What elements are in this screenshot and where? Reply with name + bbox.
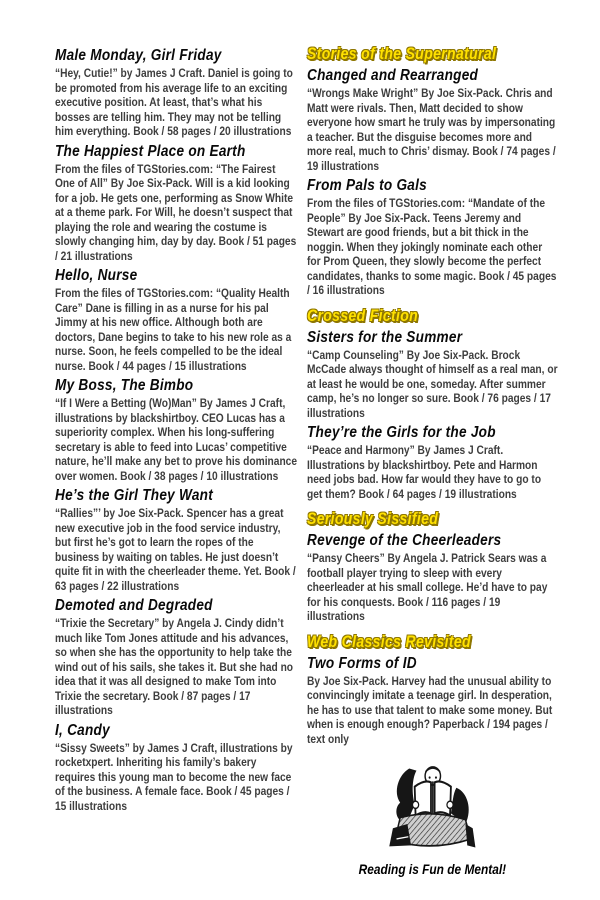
story-theyre-the-girls-for-the-job bbox=[307, 423, 558, 501]
section-header-web-classics-revisited: Web Classics Revisited bbox=[307, 632, 471, 651]
story-description: “Wrongs Make Wright” By Joe Six-Pack. Chris and Matt were rivals. Then, Matt decided to show everyone how smart he truly was by impersonating a teacher. But the disguise becomes more and more real, much to Chris’ dismay. Book / 74 pages / 19 illustrations bbox=[307, 86, 556, 173]
story-title: Two Forms of ID bbox=[307, 654, 417, 672]
story-title: I, Candy bbox=[55, 721, 110, 739]
story-title: Changed and Rearranged bbox=[307, 67, 479, 84]
story-my-boss-the-bimbo bbox=[55, 376, 298, 483]
story-title: Male Monday, Girl Friday bbox=[55, 47, 222, 64]
right-column-content bbox=[307, 44, 558, 877]
story-description: “Peace and Harmony” By James J Craft. Illustrations by blackshirtboy. Pete and Harmon need jobs bad. How far would they have to go to get them? Book / 64 pages / 19 illustrations bbox=[307, 443, 542, 501]
story-two-forms-of-id bbox=[307, 654, 558, 747]
story-description: “Rallies”’ by Joe Six-Pack. Spencer has a great new executive job in the food service industry, but first he’s got to learn the ropes of the business by waiting on tables. He just doesn’t quite fit in with the cheerleader theme. Yet. Book / 63 pages / 22 illustrations bbox=[55, 506, 296, 593]
story-description: “Sissy Sweets” by James J Craft, illustrations by rocketxpert. Inheriting his family’s bakery requires this young man to become the new face of the business. A female face. Book / 45 pages / 15 illustrations bbox=[55, 740, 293, 813]
story-title: My Boss, The Bimbo bbox=[55, 377, 194, 394]
story-changed-and-rearranged bbox=[307, 66, 558, 173]
story-i-candy bbox=[55, 721, 298, 814]
story-title: Revenge of the Cheerleaders bbox=[307, 532, 502, 549]
story-hello-nurse bbox=[55, 266, 298, 373]
story-title: From Pals to Gals bbox=[307, 177, 427, 194]
man-reading-book-icon bbox=[378, 762, 487, 854]
story-title: The Happiest Place on Earth bbox=[55, 142, 246, 160]
story-hes-the-girl-they-want bbox=[55, 486, 298, 593]
story-description: By Joe Six-Pack. Harvey had the unusual ability to convincingly imitate a teenage girl. In desperation, he has to use that talent to make some money. But when is enough enough? Paperback / 194 pages / text only bbox=[307, 673, 553, 746]
section-header-seriously-sissified: Seriously Sissified bbox=[307, 510, 439, 528]
story-title: He’s the Girl They Want bbox=[55, 487, 214, 504]
story-description: From the files of TGStories.com: “Mandate of the People” By Joe Six-Pack. Teens Jeremy and Stewart are good friends, but a bit thick in the noggin. When they jokingly nominate each other for Prom Queen, they slowly become the perfect candidates, thanks to some magic. Book / 45 pages / 16 illustrations bbox=[307, 196, 557, 297]
story-male-monday-girl-friday bbox=[55, 46, 298, 139]
story-title: Demoted and Degraded bbox=[55, 597, 213, 614]
reader-illustration bbox=[307, 762, 558, 859]
story-description: “Trixie the Secretary” by Angela J. Cindy didn’t much like Tom Jones attitude and his advances, so when she has the opportunity to help take the wind out of his sails, she takes it. But she had no idea that it was all designed to make Tom into Trixie the secretary. Book / 87 pages / 17 illustrations bbox=[55, 616, 294, 717]
story-revenge-of-the-cheerleaders bbox=[307, 531, 558, 624]
story-sisters-for-the-summer bbox=[307, 328, 558, 421]
story-description: From the files of TGStories.com: “The Fairest One of All” By Joe Six-Pack. Will is a kid looking for a job. He gets one, performing as Snow White at a theme park. For Will, he doesn’t suspect that playing the role and wearing the costume is slowly changing him, day by day. Book / 51 pages / 21 illustrations bbox=[55, 161, 297, 263]
story-title: Sisters for the Summer bbox=[307, 328, 463, 346]
story-description: “Hey, Cutie!” by James J Craft. Daniel is going to be promoted from his average life to an exciting executive position. At least, that’s what his bosses are telling him. They may not be telling him everything. Book / 58 pages / 20 illustrations bbox=[55, 66, 293, 138]
story-description: “Pansy Cheers” By Angela J. Patrick Sears was a football player trying to sleep with every cheerleader at his small college. He’d have to pay for his conquests. Book / 116 pages / 19 illustrations bbox=[307, 551, 548, 623]
left-column bbox=[55, 44, 298, 816]
footer-caption: Reading is Fun de Mental! bbox=[358, 861, 507, 877]
story-happiest-place-on-earth bbox=[55, 142, 298, 264]
story-description: “If I Were a Betting (Wo)Man” By James J Craft, illustrations by blackshirtboy. CEO Lucas has a superiority complex. When his long-suffering secretary is able to feed into Lucas’ competitive nature, he’ll make any bet to prove his dominance over women. Book / 38 pages / 10 illustrations bbox=[55, 396, 298, 483]
right-column bbox=[307, 44, 558, 877]
section-header-crossed-fiction: Crossed Fiction bbox=[307, 306, 419, 325]
left-column-content bbox=[55, 46, 298, 813]
story-title: They’re the Girls for the Job bbox=[307, 424, 496, 441]
story-demoted-and-degraded bbox=[55, 596, 298, 718]
story-description: “Camp Counseling” By Joe Six-Pack. Brock McCade always thought of himself as a real man, or at least he would be one, someday. After summer camp, he’s no longer so sure. Book / 76 pages / 17 illustrations bbox=[307, 347, 558, 420]
story-from-pals-to-gals bbox=[307, 176, 558, 298]
story-description: From the files of TGStories.com: “Quality Health Care” Dane is filling in as a nurse for his pal Jimmy at his new office. Although both are doctors, Dane begins to take to his new role as a nurse. Soon, he feels compelled to be the ideal nurse. Book / 44 pages / 15 illustrations bbox=[55, 286, 292, 373]
story-title: Hello, Nurse bbox=[55, 267, 138, 284]
section-header-stories-of-the-supernatural: Stories of the Supernatural bbox=[307, 45, 497, 63]
